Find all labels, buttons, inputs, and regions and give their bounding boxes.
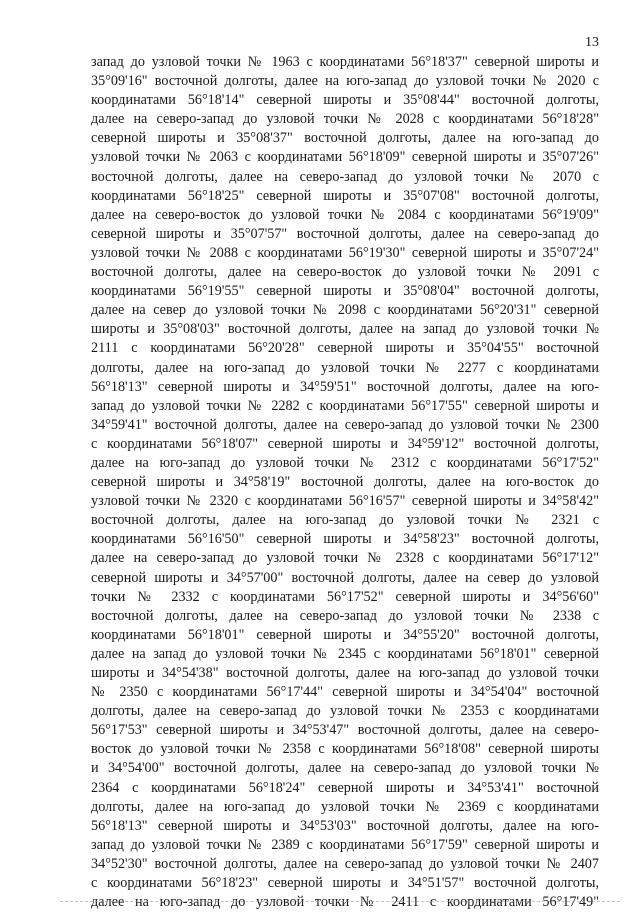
text-line: далее на северо-запад до узловой точки № 2028 с координатами 56°18'28" (91, 111, 599, 128)
text-line: координатами 56°18'25" северной широты и 35°07'08" восточной долготы, (91, 187, 599, 204)
text-line: далее на запад до узловой точки № 2345 с координатами 56°18'01" северной (91, 645, 599, 662)
scan-edge-line (60, 901, 620, 903)
text-line: запад до узловой точки № 2282 с координатами 56°17'55" северной широты и (91, 397, 599, 414)
text-line: далее на север до узловой точки № 2098 с координатами 56°20'31" северной (91, 302, 599, 319)
text-line: с координатами 56°18'23" северной широты и 34°51'57" восточной долготы, (91, 875, 599, 892)
text-line: точки № 2332 с координатами 56°17'52" северной широты и 34°56'60" (91, 588, 599, 605)
text-line: № 2350 с координатами 56°17'44" северной широты и 34°54'04" восточной (91, 684, 599, 701)
text-line: 56°17'53" северной широты и 34°53'47" восточной долготы, далее на северо- (91, 722, 599, 739)
text-line: восток до узловой точки № 2358 с координатами 56°18'08" северной широты (91, 741, 599, 758)
text-line: далее на северо-запад до узловой точки № 2328 с координатами 56°17'12" (91, 550, 599, 567)
text-line: долготы, далее на северо-запад до узловой точки № 2353 с координатами (91, 703, 599, 720)
text-line: восточной долготы, далее на юго-запад до узловой точки № 2321 с (91, 512, 599, 529)
text-line: запад до узловой точки № 1963 с координатами 56°18'37" северной широты и (91, 54, 599, 70)
text-line: координатами 56°19'55" северной широты и 35°08'04" восточной долготы, (91, 283, 599, 300)
text-line: северной широты и 34°58'19" восточной долготы, далее на юго-восток до (91, 474, 599, 491)
text-line: далее на северо-восток до узловой точки № 2084 с координатами 56°19'09" (91, 206, 599, 223)
text-line: 34°59'41" восточной долготы, далее на северо-запад до узловой точки № 2300 (91, 416, 599, 433)
text-line: далее на юго-запад до узловой точки № 2312 с координатами 56°17'52" (91, 454, 599, 471)
text-line: восточной долготы, далее на северо-восток до узловой точки № 2091 с (91, 264, 599, 281)
text-line: узловой точки № 2088 с координатами 56°19'30" северной широты и 35°07'24" (91, 244, 599, 261)
text-line: 56°18'13" северной широты и 34°53'03" восточной долготы, далее на юго- (91, 817, 599, 834)
text-line: узловой точки № 2320 с координатами 56°16'57" северной широты и 34°58'42" (91, 493, 599, 510)
text-line: и 34°54'00" восточной долготы, далее на северо-запад до узловой точки № (91, 760, 599, 777)
text-line: северной широты и 34°57'00" восточной долготы, далее на север до узловой (91, 569, 599, 586)
text-line: широты и 35°08'03" восточной долготы, далее на запад до узловой точки № (91, 321, 599, 338)
text-line: 35°09'16" восточной долготы, далее на юго-запад до узловой точки № 2020 с (91, 73, 599, 90)
body-text (91, 53, 599, 912)
text-line: координатами 56°18'14" северной широты и 35°08'44" восточной долготы, (91, 92, 599, 109)
text-line: восточной долготы, далее на северо-запад до узловой точки № 2338 с (91, 607, 599, 624)
text-line: северной широты и 35°07'57" восточной долготы, далее на северо-запад до (91, 225, 599, 242)
text-line: 2111 с координатами 56°20'28" северной широты и 35°04'55" восточной (91, 340, 599, 357)
text-line: 56°18'13" северной широты и 34°59'51" восточной долготы, далее на юго- (91, 378, 599, 395)
text-line: широты и 34°54'38" восточной долготы, далее на юго-запад до узловой точки (91, 665, 599, 681)
text-line: долготы, далее на юго-запад до узловой точки № 2277 с координатами (91, 359, 599, 376)
text-line: узловой точки № 2063 с координатами 56°18'09" северной широты и 35°07'26" (91, 149, 599, 166)
text-line: северной широты и 35°08'37" восточной долготы, далее на юго-запад до (91, 130, 599, 147)
text-line: восточной долготы, далее на северо-запад до узловой точки № 2070 с (91, 168, 599, 185)
page-number: 13 (585, 35, 599, 50)
text-line: 34°52'30" восточной долготы, далее на северо-запад до узловой точки № 2407 (91, 855, 599, 872)
text-line: координатами 56°16'50" северной широты и 34°58'23" восточной долготы, (91, 531, 599, 548)
text-line: долготы, далее на юго-запад до узловой точки № 2369 с координатами (91, 798, 599, 815)
text-line: 2364 с координатами 56°18'24" северной широты и 34°53'41" восточной (91, 779, 599, 796)
text-line: с координатами 56°18'07" северной широты и 34°59'12" восточной долготы, (91, 435, 599, 452)
text-line: далее на юго-запад до узловой точки № 2411 с координатами 56°17'49" (91, 894, 599, 911)
text-line: запад до узловой точки № 2389 с координатами 56°17'59" северной широты и (91, 836, 599, 853)
text-line: координатами 56°18'01" северной широты и 34°55'20" восточной долготы, (91, 626, 599, 643)
